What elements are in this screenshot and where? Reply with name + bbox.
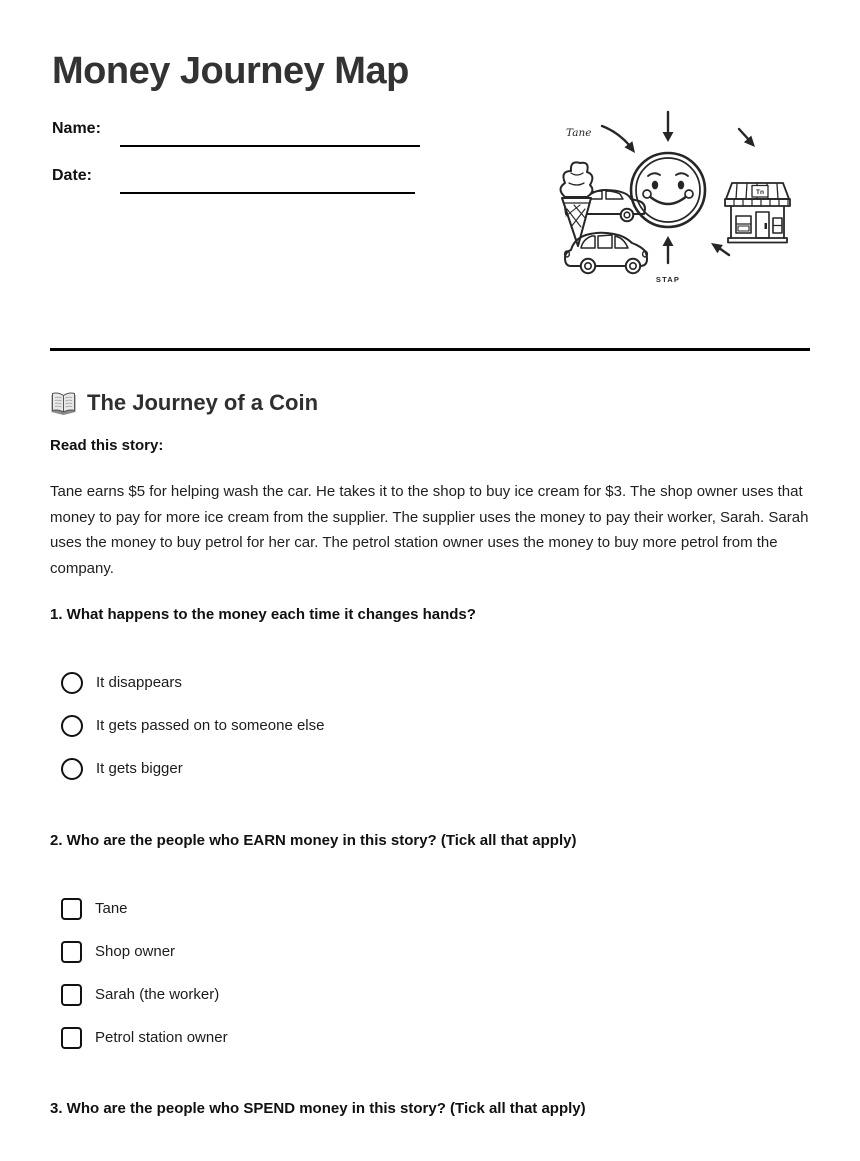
checkbox-label-tane: Tane <box>95 900 128 917</box>
checkbox-label-petrol-station-owner: Petrol station owner <box>95 1029 228 1046</box>
radio-label-it-disappears: It disappears <box>96 674 182 691</box>
checkbox-label-sarah: Sarah (the worker) <box>95 986 220 1003</box>
radio-row-it-disappears <box>61 671 182 694</box>
section-heading <box>50 390 318 416</box>
arrow-down-icon <box>663 112 674 142</box>
date-field-label: Date: <box>52 167 93 184</box>
ice-cream-icon <box>561 162 593 246</box>
section-divider <box>50 348 810 351</box>
radio-label-passed-on: It gets passed on to someone else <box>96 717 325 734</box>
smiley-coin-icon <box>631 153 705 227</box>
question-1-label: 1. What happens to the money each time it changes hands? <box>50 606 476 623</box>
arrow-up-left-icon <box>711 243 729 255</box>
page-title: Money Journey Map <box>52 50 409 92</box>
hatchback-car-icon <box>565 233 648 273</box>
date-input-line[interactable] <box>120 192 415 194</box>
name-field-label: Name: <box>52 120 101 137</box>
money-journey-illustration <box>540 105 800 290</box>
radio-row-gets-bigger <box>61 757 183 780</box>
checkbox-tane[interactable] <box>61 898 82 920</box>
shop-sign-label: Tn <box>756 189 764 196</box>
arrow-down-right-small-icon <box>739 129 755 147</box>
section-heading-text: The Journey of a Coin <box>87 390 319 415</box>
arrow-up-icon <box>663 236 674 263</box>
checkbox-row-petrol-station-owner <box>61 1026 228 1049</box>
checkbox-row-sarah <box>61 983 219 1006</box>
open-book-icon <box>50 392 77 415</box>
checkbox-sarah[interactable] <box>61 984 82 1006</box>
checkbox-label-shop-owner: Shop owner <box>95 943 176 960</box>
radio-it-disappears[interactable] <box>61 672 83 694</box>
radio-gets-bigger[interactable] <box>61 758 83 780</box>
tane-handwritten-label: Tane <box>566 127 592 139</box>
radio-row-passed-on <box>61 714 324 737</box>
story-paragraph: Tane earns $5 for helping wash the car. He takes it to the shop to buy ice cream for $3. The shop owner uses that money to pay for more ice cream from the supplier. The supplier uses the money to pay their worker, Sarah. Sarah uses the money to buy petrol for her car. The petrol station owner uses the money to buy more petrol from the company. <box>50 483 809 577</box>
question-2-label: 2. Who are the people who EARN money in this story? (Tick all that apply) <box>50 832 577 849</box>
checkbox-row-shop-owner <box>61 940 175 963</box>
read-story-prompt: Read this story: <box>50 437 164 454</box>
checkbox-row-tane <box>61 897 128 920</box>
stap-label: STAP <box>655 275 681 284</box>
radio-passed-on[interactable] <box>61 715 83 737</box>
radio-label-gets-bigger: It gets bigger <box>96 760 183 777</box>
checkbox-petrol-station-owner[interactable] <box>61 1027 82 1049</box>
question-3-label: 3. Who are the people who SPEND money in this story? (Tick all that apply) <box>50 1100 586 1117</box>
arrow-down-right-icon <box>602 126 635 153</box>
shop-icon <box>725 183 790 243</box>
name-input-line[interactable] <box>120 145 420 147</box>
checkbox-shop-owner[interactable] <box>61 941 82 963</box>
